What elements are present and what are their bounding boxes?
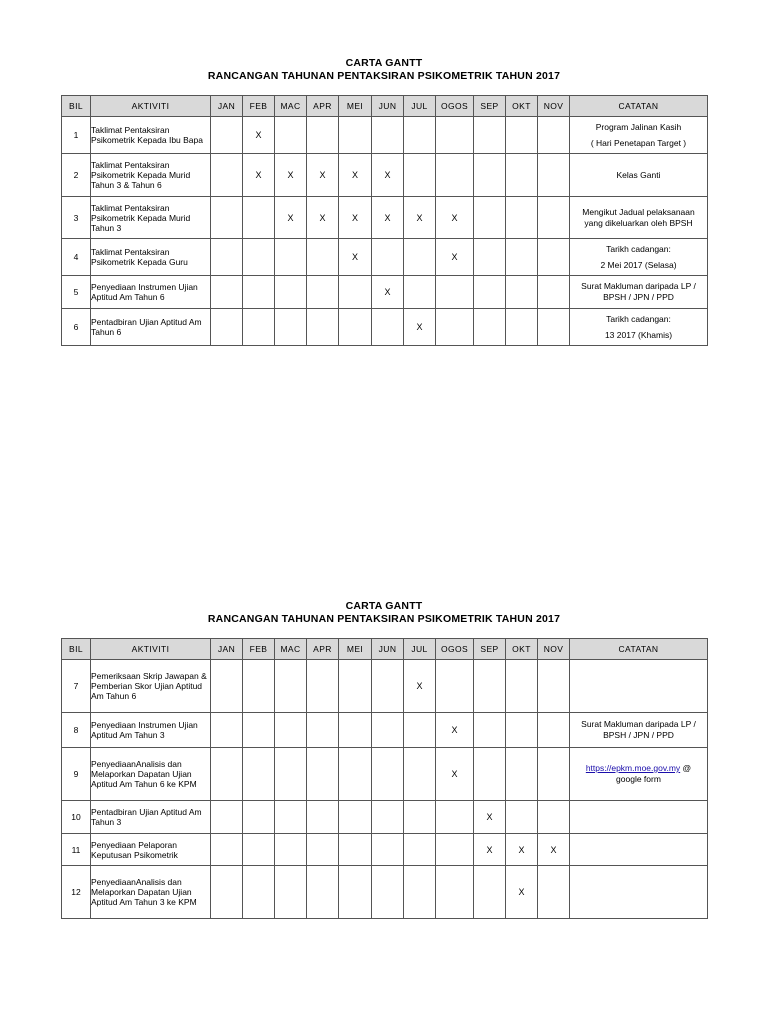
month-cell-sep: [474, 154, 506, 197]
header-month-mei: MEI: [339, 639, 372, 660]
table-row: [62, 309, 708, 346]
month-cell-jul: [404, 309, 436, 346]
month-cell-feb: [243, 197, 275, 239]
month-cell-mei: [339, 197, 372, 239]
month-cell-mac: [275, 713, 307, 748]
month-cell-mac: [275, 834, 307, 866]
month-cell-feb: [243, 660, 275, 713]
month-cell-mei: [339, 866, 372, 919]
month-cell-nov: [538, 154, 570, 197]
month-cell-jan: [211, 309, 243, 346]
month-cell-nov: [538, 117, 570, 154]
month-cell-mei: [339, 713, 372, 748]
schedule-mark: X: [319, 212, 326, 223]
activity-cell: Taklimat Pentaksiran Psikometrik Kepada Ibu Bapa: [91, 117, 211, 154]
schedule-mark: X: [486, 844, 493, 855]
note-line: 13 2017 (Khamis): [604, 330, 673, 340]
month-cell-okt: [506, 748, 538, 801]
notes-cell: [570, 834, 708, 866]
month-cell-jan: [211, 276, 243, 309]
schedule-mark: X: [351, 212, 358, 223]
month-cell-apr: [307, 239, 339, 276]
month-cell-ogos: [436, 197, 474, 239]
header-aktiviti: AKTIVITI: [91, 96, 211, 117]
header-month-mac: MAC: [275, 96, 307, 117]
month-cell-sep: [474, 660, 506, 713]
month-cell-mei: [339, 748, 372, 801]
month-cell-jun: [372, 117, 404, 154]
row-number: 2: [62, 154, 91, 197]
month-cell-feb: [243, 117, 275, 154]
month-cell-okt: [506, 801, 538, 834]
month-cell-apr: [307, 801, 339, 834]
month-cell-mei: [339, 834, 372, 866]
table-row: [62, 748, 708, 801]
month-cell-okt: [506, 713, 538, 748]
month-cell-feb: [243, 801, 275, 834]
month-cell-mac: [275, 309, 307, 346]
month-cell-jul: [404, 276, 436, 309]
row-number: 6: [62, 309, 91, 346]
header-catatan: CATATAN: [570, 96, 708, 117]
table-row: [62, 801, 708, 834]
month-cell-nov: [538, 713, 570, 748]
header-catatan: CATATAN: [570, 639, 708, 660]
notes-cell: [570, 748, 708, 801]
note-line: yang dikeluarkan oleh BPSH: [584, 217, 693, 228]
schedule-mark: X: [451, 212, 458, 223]
notes-cell: [570, 866, 708, 919]
month-cell-okt: [506, 154, 538, 197]
header-month-mac: MAC: [275, 639, 307, 660]
month-cell-ogos: [436, 239, 474, 276]
month-cell-ogos: [436, 866, 474, 919]
month-cell-nov: [538, 660, 570, 713]
notes-cell: [570, 801, 708, 834]
epkm-link[interactable]: https://epkm.moe.gov.my: [585, 763, 681, 773]
month-cell-sep: [474, 866, 506, 919]
month-cell-ogos: [436, 309, 474, 346]
month-cell-sep: [474, 117, 506, 154]
month-cell-mac: [275, 660, 307, 713]
activity-cell: Pentadbiran Ujian Aptitud Am Tahun 3: [91, 801, 211, 834]
month-cell-ogos: [436, 713, 474, 748]
schedule-mark: X: [287, 212, 294, 223]
month-cell-jan: [211, 154, 243, 197]
notes-cell: [570, 660, 708, 713]
month-cell-sep: [474, 309, 506, 346]
note-line: BPSH / JPN / PPD: [603, 292, 674, 302]
header-month-okt: OKT: [506, 96, 538, 117]
month-cell-okt: [506, 239, 538, 276]
schedule-mark: X: [518, 887, 525, 897]
month-cell-sep: [474, 801, 506, 834]
gantt-table: [61, 95, 708, 346]
table-row: [62, 239, 708, 276]
month-cell-feb: [243, 713, 275, 748]
row-number: 7: [62, 660, 91, 713]
header-bil: BIL: [62, 96, 91, 117]
month-cell-mac: [275, 239, 307, 276]
month-cell-apr: [307, 117, 339, 154]
month-cell-nov: [538, 197, 570, 239]
month-cell-mac: [275, 117, 307, 154]
month-cell-okt: [506, 834, 538, 866]
table-row: [62, 713, 708, 748]
month-cell-feb: [243, 834, 275, 866]
header-month-jul: JUL: [404, 639, 436, 660]
month-cell-mac: [275, 197, 307, 239]
month-cell-feb: [243, 866, 275, 919]
header-month-nov: NOV: [538, 639, 570, 660]
schedule-mark: X: [255, 170, 262, 180]
month-cell-mac: [275, 276, 307, 309]
month-cell-apr: [307, 276, 339, 309]
notes-cell: [570, 117, 708, 154]
month-cell-jul: [404, 834, 436, 866]
schedule-mark: X: [384, 287, 391, 297]
header-month-sep: SEP: [474, 639, 506, 660]
link-suffix: @: [682, 763, 692, 773]
notes-cell: [570, 276, 708, 309]
month-cell-apr: [307, 309, 339, 346]
month-cell-apr: [307, 834, 339, 866]
header-bil: BIL: [62, 639, 91, 660]
table-row: [62, 154, 708, 197]
month-cell-sep: [474, 748, 506, 801]
month-cell-mac: [275, 801, 307, 834]
row-number: 8: [62, 713, 91, 748]
gantt-table: [61, 638, 708, 919]
month-cell-jul: [404, 154, 436, 197]
month-cell-apr: [307, 713, 339, 748]
header-aktiviti: AKTIVITI: [91, 639, 211, 660]
header-month-nov: NOV: [538, 96, 570, 117]
chart-title: CARTA GANTT: [345, 57, 423, 69]
table-row: [62, 197, 708, 239]
month-cell-nov: [538, 239, 570, 276]
month-cell-apr: [307, 197, 339, 239]
note-link-line: [570, 763, 707, 774]
schedule-mark: X: [287, 170, 294, 180]
month-cell-apr: [307, 154, 339, 197]
table-row: [62, 866, 708, 919]
schedule-mark: X: [518, 844, 525, 855]
month-cell-feb: [243, 154, 275, 197]
month-cell-nov: [538, 748, 570, 801]
month-cell-sep: [474, 197, 506, 239]
note-line: ( Hari Penetapan Target ): [590, 138, 687, 148]
month-cell-ogos: [436, 276, 474, 309]
schedule-mark: X: [416, 322, 423, 332]
header-month-feb: FEB: [243, 96, 275, 117]
month-cell-okt: [506, 276, 538, 309]
notes-cell: [570, 197, 708, 239]
month-cell-apr: [307, 748, 339, 801]
header-month-jun: JUN: [372, 96, 404, 117]
month-cell-ogos: [436, 660, 474, 713]
note-line: Tarikh cadangan:: [606, 244, 671, 254]
month-cell-mac: [275, 154, 307, 197]
month-cell-nov: [538, 834, 570, 866]
month-cell-okt: [506, 660, 538, 713]
row-number: 5: [62, 276, 91, 309]
month-cell-jan: [211, 866, 243, 919]
month-cell-mei: [339, 239, 372, 276]
header-month-mei: MEI: [339, 96, 372, 117]
month-cell-mac: [275, 866, 307, 919]
activity-cell: Taklimat Pentaksiran Psikometrik Kepada Guru: [91, 239, 211, 276]
note-line: Mengikut Jadual pelaksanaan: [582, 206, 695, 217]
note-line: 2 Mei 2017 (Selasa): [600, 260, 677, 270]
chart-title: CARTA GANTT: [345, 600, 423, 612]
month-cell-jan: [211, 801, 243, 834]
month-cell-mei: [339, 276, 372, 309]
month-cell-mei: [339, 801, 372, 834]
header-month-apr: APR: [307, 96, 339, 117]
month-cell-jul: [404, 239, 436, 276]
month-cell-jan: [211, 197, 243, 239]
row-number: 12: [62, 866, 91, 919]
month-cell-jul: [404, 866, 436, 919]
month-cell-jun: [372, 154, 404, 197]
schedule-mark: X: [451, 252, 458, 262]
table-row: [62, 834, 708, 866]
month-cell-jul: [404, 660, 436, 713]
month-cell-feb: [243, 239, 275, 276]
notes-cell: [570, 713, 708, 748]
month-cell-feb: [243, 276, 275, 309]
table-row: [62, 660, 708, 713]
header-month-sep: SEP: [474, 96, 506, 117]
month-cell-mac: [275, 748, 307, 801]
month-cell-jun: [372, 801, 404, 834]
activity-cell: Taklimat Pentaksiran Psikometrik Kepada Murid Tahun 3: [91, 197, 211, 239]
month-cell-jul: [404, 748, 436, 801]
month-cell-nov: [538, 276, 570, 309]
schedule-mark: X: [451, 725, 458, 735]
month-cell-nov: [538, 801, 570, 834]
notes-cell: [570, 239, 708, 276]
month-cell-jul: [404, 197, 436, 239]
table-row: [62, 117, 708, 154]
chart-subtitle: RANCANGAN TAHUNAN PENTAKSIRAN PSIKOMETRIK TAHUN 2017: [207, 613, 561, 625]
schedule-mark: X: [351, 170, 358, 180]
month-cell-feb: [243, 748, 275, 801]
notes-cell: [570, 154, 708, 197]
schedule-mark: X: [319, 170, 326, 180]
note-line: Tarikh cadangan:: [606, 314, 671, 324]
month-cell-nov: [538, 866, 570, 919]
month-cell-jan: [211, 713, 243, 748]
month-cell-jan: [211, 117, 243, 154]
month-cell-jan: [211, 239, 243, 276]
schedule-mark: X: [416, 212, 423, 223]
activity-cell: Penyediaan Instrumen Ujian Aptitud Am Tahun 6: [91, 276, 211, 309]
month-cell-jun: [372, 276, 404, 309]
month-cell-jun: [372, 660, 404, 713]
activity-cell: Pemeriksaan Skrip Jawapan & Pemberian Skor Ujian Aptitud Am Tahun 6: [91, 660, 211, 713]
month-cell-sep: [474, 834, 506, 866]
month-cell-jan: [211, 834, 243, 866]
month-cell-nov: [538, 309, 570, 346]
month-cell-jun: [372, 748, 404, 801]
row-number: 9: [62, 748, 91, 801]
month-cell-okt: [506, 309, 538, 346]
month-cell-mei: [339, 309, 372, 346]
note-line: Program Jalinan Kasih: [595, 122, 682, 132]
month-cell-jun: [372, 197, 404, 239]
schedule-mark: X: [416, 681, 423, 691]
month-cell-jul: [404, 801, 436, 834]
month-cell-ogos: [436, 117, 474, 154]
activity-cell: Penyediaan Pelaporan Keputusan Psikometrik: [91, 834, 211, 866]
chart-subtitle: RANCANGAN TAHUNAN PENTAKSIRAN PSIKOMETRIK TAHUN 2017: [207, 70, 561, 82]
month-cell-sep: [474, 713, 506, 748]
activity-cell: PenyediaanAnalisis dan Melaporkan Dapatan Ujian Aptitud Am Tahun 3 ke KPM: [91, 866, 211, 919]
month-cell-apr: [307, 866, 339, 919]
note-line: google form: [616, 774, 661, 784]
month-cell-ogos: [436, 154, 474, 197]
row-number: 4: [62, 239, 91, 276]
month-cell-ogos: [436, 834, 474, 866]
month-cell-sep: [474, 239, 506, 276]
note-line: BPSH / JPN / PPD: [603, 730, 674, 740]
header-month-jun: JUN: [372, 639, 404, 660]
month-cell-jun: [372, 239, 404, 276]
header-month-jan: JAN: [211, 639, 243, 660]
month-cell-mei: [339, 660, 372, 713]
activity-cell: PenyediaanAnalisis dan Melaporkan Dapatan Ujian Aptitud Am Tahun 6 ke KPM: [91, 748, 211, 801]
month-cell-ogos: [436, 748, 474, 801]
header-month-ogos: OGOS: [436, 639, 474, 660]
month-cell-mei: [339, 117, 372, 154]
header-row: [62, 639, 708, 660]
schedule-mark: X: [255, 130, 262, 140]
header-row: [62, 96, 708, 117]
schedule-mark: X: [384, 170, 391, 180]
schedule-mark: X: [451, 769, 458, 779]
header-month-jul: JUL: [404, 96, 436, 117]
row-number: 3: [62, 197, 91, 239]
month-cell-sep: [474, 276, 506, 309]
month-cell-jan: [211, 660, 243, 713]
schedule-mark: X: [384, 212, 391, 223]
month-cell-okt: [506, 117, 538, 154]
month-cell-jun: [372, 309, 404, 346]
note-line: Surat Makluman daripada LP /: [581, 281, 696, 291]
table-row: [62, 276, 708, 309]
row-number: 11: [62, 834, 91, 866]
month-cell-jun: [372, 713, 404, 748]
month-cell-apr: [307, 660, 339, 713]
month-cell-okt: [506, 866, 538, 919]
month-cell-jul: [404, 117, 436, 154]
schedule-mark: X: [351, 252, 358, 262]
month-cell-okt: [506, 197, 538, 239]
month-cell-ogos: [436, 801, 474, 834]
month-cell-mei: [339, 154, 372, 197]
gantt-section-2: [0, 600, 768, 907]
header-month-feb: FEB: [243, 639, 275, 660]
schedule-mark: X: [486, 812, 493, 822]
note-line: Surat Makluman daripada LP /: [581, 719, 696, 729]
row-number: 10: [62, 801, 91, 834]
month-cell-jul: [404, 713, 436, 748]
header-month-okt: OKT: [506, 639, 538, 660]
note-line: Kelas Ganti: [616, 169, 661, 180]
activity-cell: Pentadbiran Ujian Aptitud Am Tahun 6: [91, 309, 211, 346]
gantt-section-1: [0, 57, 768, 340]
header-month-apr: APR: [307, 639, 339, 660]
notes-cell: [570, 309, 708, 346]
month-cell-jan: [211, 748, 243, 801]
month-cell-jun: [372, 866, 404, 919]
schedule-mark: X: [550, 844, 557, 855]
activity-cell: Penyediaan Instrumen Ujian Aptitud Am Tahun 3: [91, 713, 211, 748]
header-month-ogos: OGOS: [436, 96, 474, 117]
month-cell-jun: [372, 834, 404, 866]
row-number: 1: [62, 117, 91, 154]
header-month-jan: JAN: [211, 96, 243, 117]
month-cell-feb: [243, 309, 275, 346]
activity-cell: Taklimat Pentaksiran Psikometrik Kepada Murid Tahun 3 & Tahun 6: [91, 154, 211, 197]
